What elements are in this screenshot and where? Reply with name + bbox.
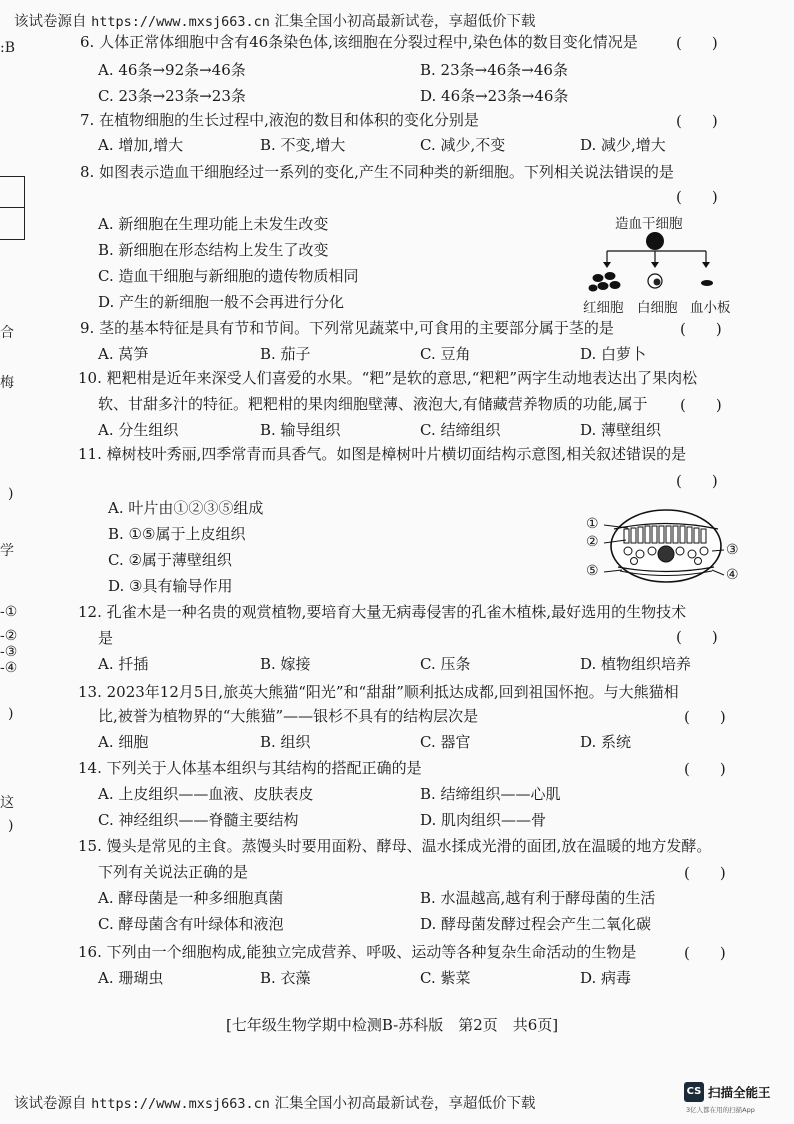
option: C. 减少,不变 bbox=[420, 136, 506, 154]
question-11-stem: 11. 樟树枝叶秀丽,四季常青而具香气。如图是樟树叶片横切面结构示意图,相关叙述错误的是 bbox=[78, 445, 687, 463]
watermark-url[interactable]: https://www.mxsj663.cn bbox=[91, 14, 270, 30]
option: B. 23条→46条→46条 bbox=[420, 61, 568, 79]
option: A. 叶片由①②③⑤组成 bbox=[108, 499, 264, 517]
option: D. 减少,增大 bbox=[580, 136, 666, 154]
option: C. ②属于薄壁组织 bbox=[108, 551, 232, 569]
option: B. 嫁接 bbox=[260, 655, 311, 673]
question-10-stem: 10. 粑粑柑是近年来深受人们喜爱的水果。“粑”是软的意思,“粑粑”两字生动地表达出了果肉松 bbox=[78, 369, 698, 387]
edge-fragment: 梅 bbox=[0, 375, 14, 391]
question-12-stem-cont: 是 bbox=[98, 629, 114, 647]
leaf-label-3: ③ bbox=[726, 542, 739, 558]
question-9-stem: 9. 茎的基本特征是具有节和节间。下列常见蔬菜中,可食用的主要部分属于茎的是 bbox=[80, 319, 614, 337]
option: C. 结缔组织 bbox=[420, 421, 501, 439]
edge-table-fragment bbox=[0, 176, 25, 240]
option: D. 肌肉组织——骨 bbox=[420, 811, 547, 829]
edge-fragment: ) bbox=[8, 818, 14, 834]
scanner-badge bbox=[684, 1080, 784, 1116]
option: C. 酵母菌含有叶绿体和液泡 bbox=[98, 915, 284, 933]
option: B. 不变,增大 bbox=[260, 136, 346, 154]
question-8-stem: 8. 如图表示造血干细胞经过一系列的变化,产生不同种类的新细胞。下列相关说法错误的是 bbox=[80, 163, 674, 181]
leaf-label-2: ② bbox=[586, 534, 599, 550]
option: B. 茄子 bbox=[260, 345, 311, 363]
question-10-stem-cont: 软、甘甜多汁的特征。粑粑柑的果肉细胞壁薄、液泡大,有储藏营养物质的功能,属于 bbox=[98, 395, 648, 413]
edge-fragment: 这 bbox=[0, 795, 14, 811]
option: C. 23条→23条→23条 bbox=[98, 87, 246, 105]
question-14-stem: 14. 下列关于人体基本组织与其结构的搭配正确的是 bbox=[78, 759, 422, 777]
option: A. 增加,增大 bbox=[98, 136, 184, 154]
leaf-label-1: ① bbox=[586, 516, 599, 532]
question-13-stem-cont: 比,被誉为植物界的“大熊猫”——银杉不具有的结构层次是 bbox=[98, 707, 479, 725]
option: D. ③具有输导作用 bbox=[108, 577, 233, 595]
answer-paren[interactable]: ( ) bbox=[684, 944, 726, 962]
option: A. 扦插 bbox=[98, 655, 149, 673]
option: D. 46条→23条→46条 bbox=[420, 87, 569, 105]
edge-fragment: -④ bbox=[0, 660, 18, 676]
option: C. 豆角 bbox=[420, 345, 471, 363]
option: B. 新细胞在形态结构上发生了改变 bbox=[98, 241, 329, 259]
answer-paren[interactable]: ( ) bbox=[684, 864, 726, 882]
option: A. 细胞 bbox=[98, 733, 149, 751]
edge-fragment: 合 bbox=[0, 325, 14, 341]
edge-fragment: 学 bbox=[0, 543, 14, 559]
edge-fragment: -③ bbox=[0, 644, 18, 660]
option: C. 紫菜 bbox=[420, 969, 471, 987]
red-blood-cell-icon bbox=[589, 272, 621, 292]
option: C. 神经组织——脊髓主要结构 bbox=[98, 811, 299, 829]
page-footer: [七年级生物学期中检测B-苏科版 第2页 共6页] bbox=[226, 1016, 559, 1034]
option: D. 产生的新细胞一般不会再进行分化 bbox=[98, 293, 345, 311]
edge-fragment: -① bbox=[0, 604, 18, 620]
option: B. ①⑤属于上皮组织 bbox=[108, 525, 246, 543]
option: C. 造血干细胞与新细胞的遗传物质相同 bbox=[98, 267, 359, 285]
option: A. 46条→92条→46条 bbox=[98, 61, 246, 79]
option: A. 新细胞在生理功能上未发生改变 bbox=[98, 215, 329, 233]
question-12-stem: 12. 孔雀木是一种名贵的观赏植物,要培育大量无病毒侵害的孔雀木植株,最好选用的生物技术 bbox=[78, 603, 687, 621]
answer-paren[interactable]: ( ) bbox=[676, 472, 718, 490]
watermark-suffix: 汇集全国小初高最新试卷，享超低价下载 bbox=[274, 1096, 536, 1112]
watermark-suffix: 汇集全国小初高最新试卷，享超低价下载 bbox=[274, 14, 536, 30]
option: B. 衣藻 bbox=[260, 969, 311, 987]
red-blood-cell-label: 红细胞 bbox=[583, 300, 624, 316]
answer-paren[interactable]: ( ) bbox=[684, 708, 726, 726]
question-7-stem: 7. 在植物细胞的生长过程中,液泡的数目和体积的变化分别是 bbox=[80, 111, 479, 129]
edge-fragment: :B bbox=[0, 40, 16, 56]
stem-cell-icon bbox=[646, 232, 664, 250]
option: A. 酵母菌是一种多细胞真菌 bbox=[98, 889, 284, 907]
option: A. 分生组织 bbox=[98, 421, 179, 439]
option: B. 输导组织 bbox=[260, 421, 341, 439]
option: C. 压条 bbox=[420, 655, 471, 673]
option: D. 薄壁组织 bbox=[580, 421, 662, 439]
scanner-app-name: 扫描全能王 bbox=[708, 1085, 771, 1100]
answer-paren[interactable]: ( ) bbox=[684, 760, 726, 778]
question-13-stem: 13. 2023年12月5日,旅英大熊猫“阳光”和“甜甜”顺利抵达成都,回到祖国怀抱。与大熊猫相 bbox=[78, 683, 679, 701]
answer-paren[interactable]: ( ) bbox=[680, 320, 722, 338]
answer-paren[interactable]: ( ) bbox=[676, 112, 718, 130]
option: A. 珊瑚虫 bbox=[98, 969, 164, 987]
question-15-stem-cont: 下列有关说法正确的是 bbox=[98, 863, 249, 881]
option: D. 白萝卜 bbox=[580, 345, 647, 363]
answer-paren[interactable]: ( ) bbox=[680, 396, 722, 414]
white-blood-cell-icon bbox=[648, 274, 662, 288]
edge-table-divider bbox=[0, 207, 24, 208]
platelet-label: 血小板 bbox=[690, 300, 731, 316]
question-15-stem: 15. 馒头是常见的主食。蒸馒头时要用面粉、酵母、温水揉成光滑的面团,放在温暖的地方发酵。 bbox=[78, 837, 712, 855]
platelet-icon bbox=[701, 280, 713, 286]
white-blood-cell-label: 白细胞 bbox=[637, 300, 678, 316]
scanner-tagline: 3亿人都在用的扫描App bbox=[686, 1106, 755, 1114]
edge-fragment: -② bbox=[0, 628, 18, 644]
option: A. 莴笋 bbox=[98, 345, 149, 363]
watermark-bottom bbox=[14, 1092, 536, 1113]
answer-paren[interactable]: ( ) bbox=[676, 628, 718, 646]
watermark-prefix: 该试卷源自 bbox=[14, 1096, 87, 1112]
edge-fragment: ) bbox=[8, 486, 14, 502]
cs-logo-icon: CS bbox=[684, 1082, 704, 1102]
stem-cell-figure bbox=[585, 208, 745, 318]
edge-fragment: ) bbox=[8, 706, 14, 722]
leaf-label-5: ⑤ bbox=[586, 563, 599, 579]
option: D. 病毒 bbox=[580, 969, 632, 987]
option: B. 结缔组织——心肌 bbox=[420, 785, 561, 803]
leaf-section-diagram bbox=[584, 504, 744, 588]
option: D. 系统 bbox=[580, 733, 632, 751]
option: D. 酵母菌发酵过程会产生二氧化碳 bbox=[420, 915, 652, 933]
leaf-section-figure bbox=[584, 504, 744, 588]
leaf-label-4: ④ bbox=[726, 567, 739, 583]
question-6-stem: 6. 人体正常体细胞中含有46条染色体,该细胞在分裂过程中,染色体的数目变化情况是 bbox=[80, 33, 638, 51]
answer-paren[interactable]: ( ) bbox=[676, 34, 718, 52]
stem-cell-label: 造血干细胞 bbox=[615, 216, 683, 232]
question-16-stem: 16. 下列由一个细胞构成,能独立完成营养、呼吸、运动等各种复杂生命活动的生物是 bbox=[78, 943, 637, 961]
option: B. 水温越高,越有利于酵母菌的生活 bbox=[420, 889, 656, 907]
option: C. 器官 bbox=[420, 733, 471, 751]
watermark-top bbox=[14, 10, 536, 31]
option: D. 植物组织培养 bbox=[580, 655, 692, 673]
option: B. 组织 bbox=[260, 733, 311, 751]
watermark-prefix: 该试卷源自 bbox=[14, 14, 87, 30]
option: A. 上皮组织——血液、皮肤表皮 bbox=[98, 785, 314, 803]
answer-paren[interactable]: ( ) bbox=[676, 188, 718, 206]
watermark-url[interactable]: https://www.mxsj663.cn bbox=[91, 1096, 270, 1112]
